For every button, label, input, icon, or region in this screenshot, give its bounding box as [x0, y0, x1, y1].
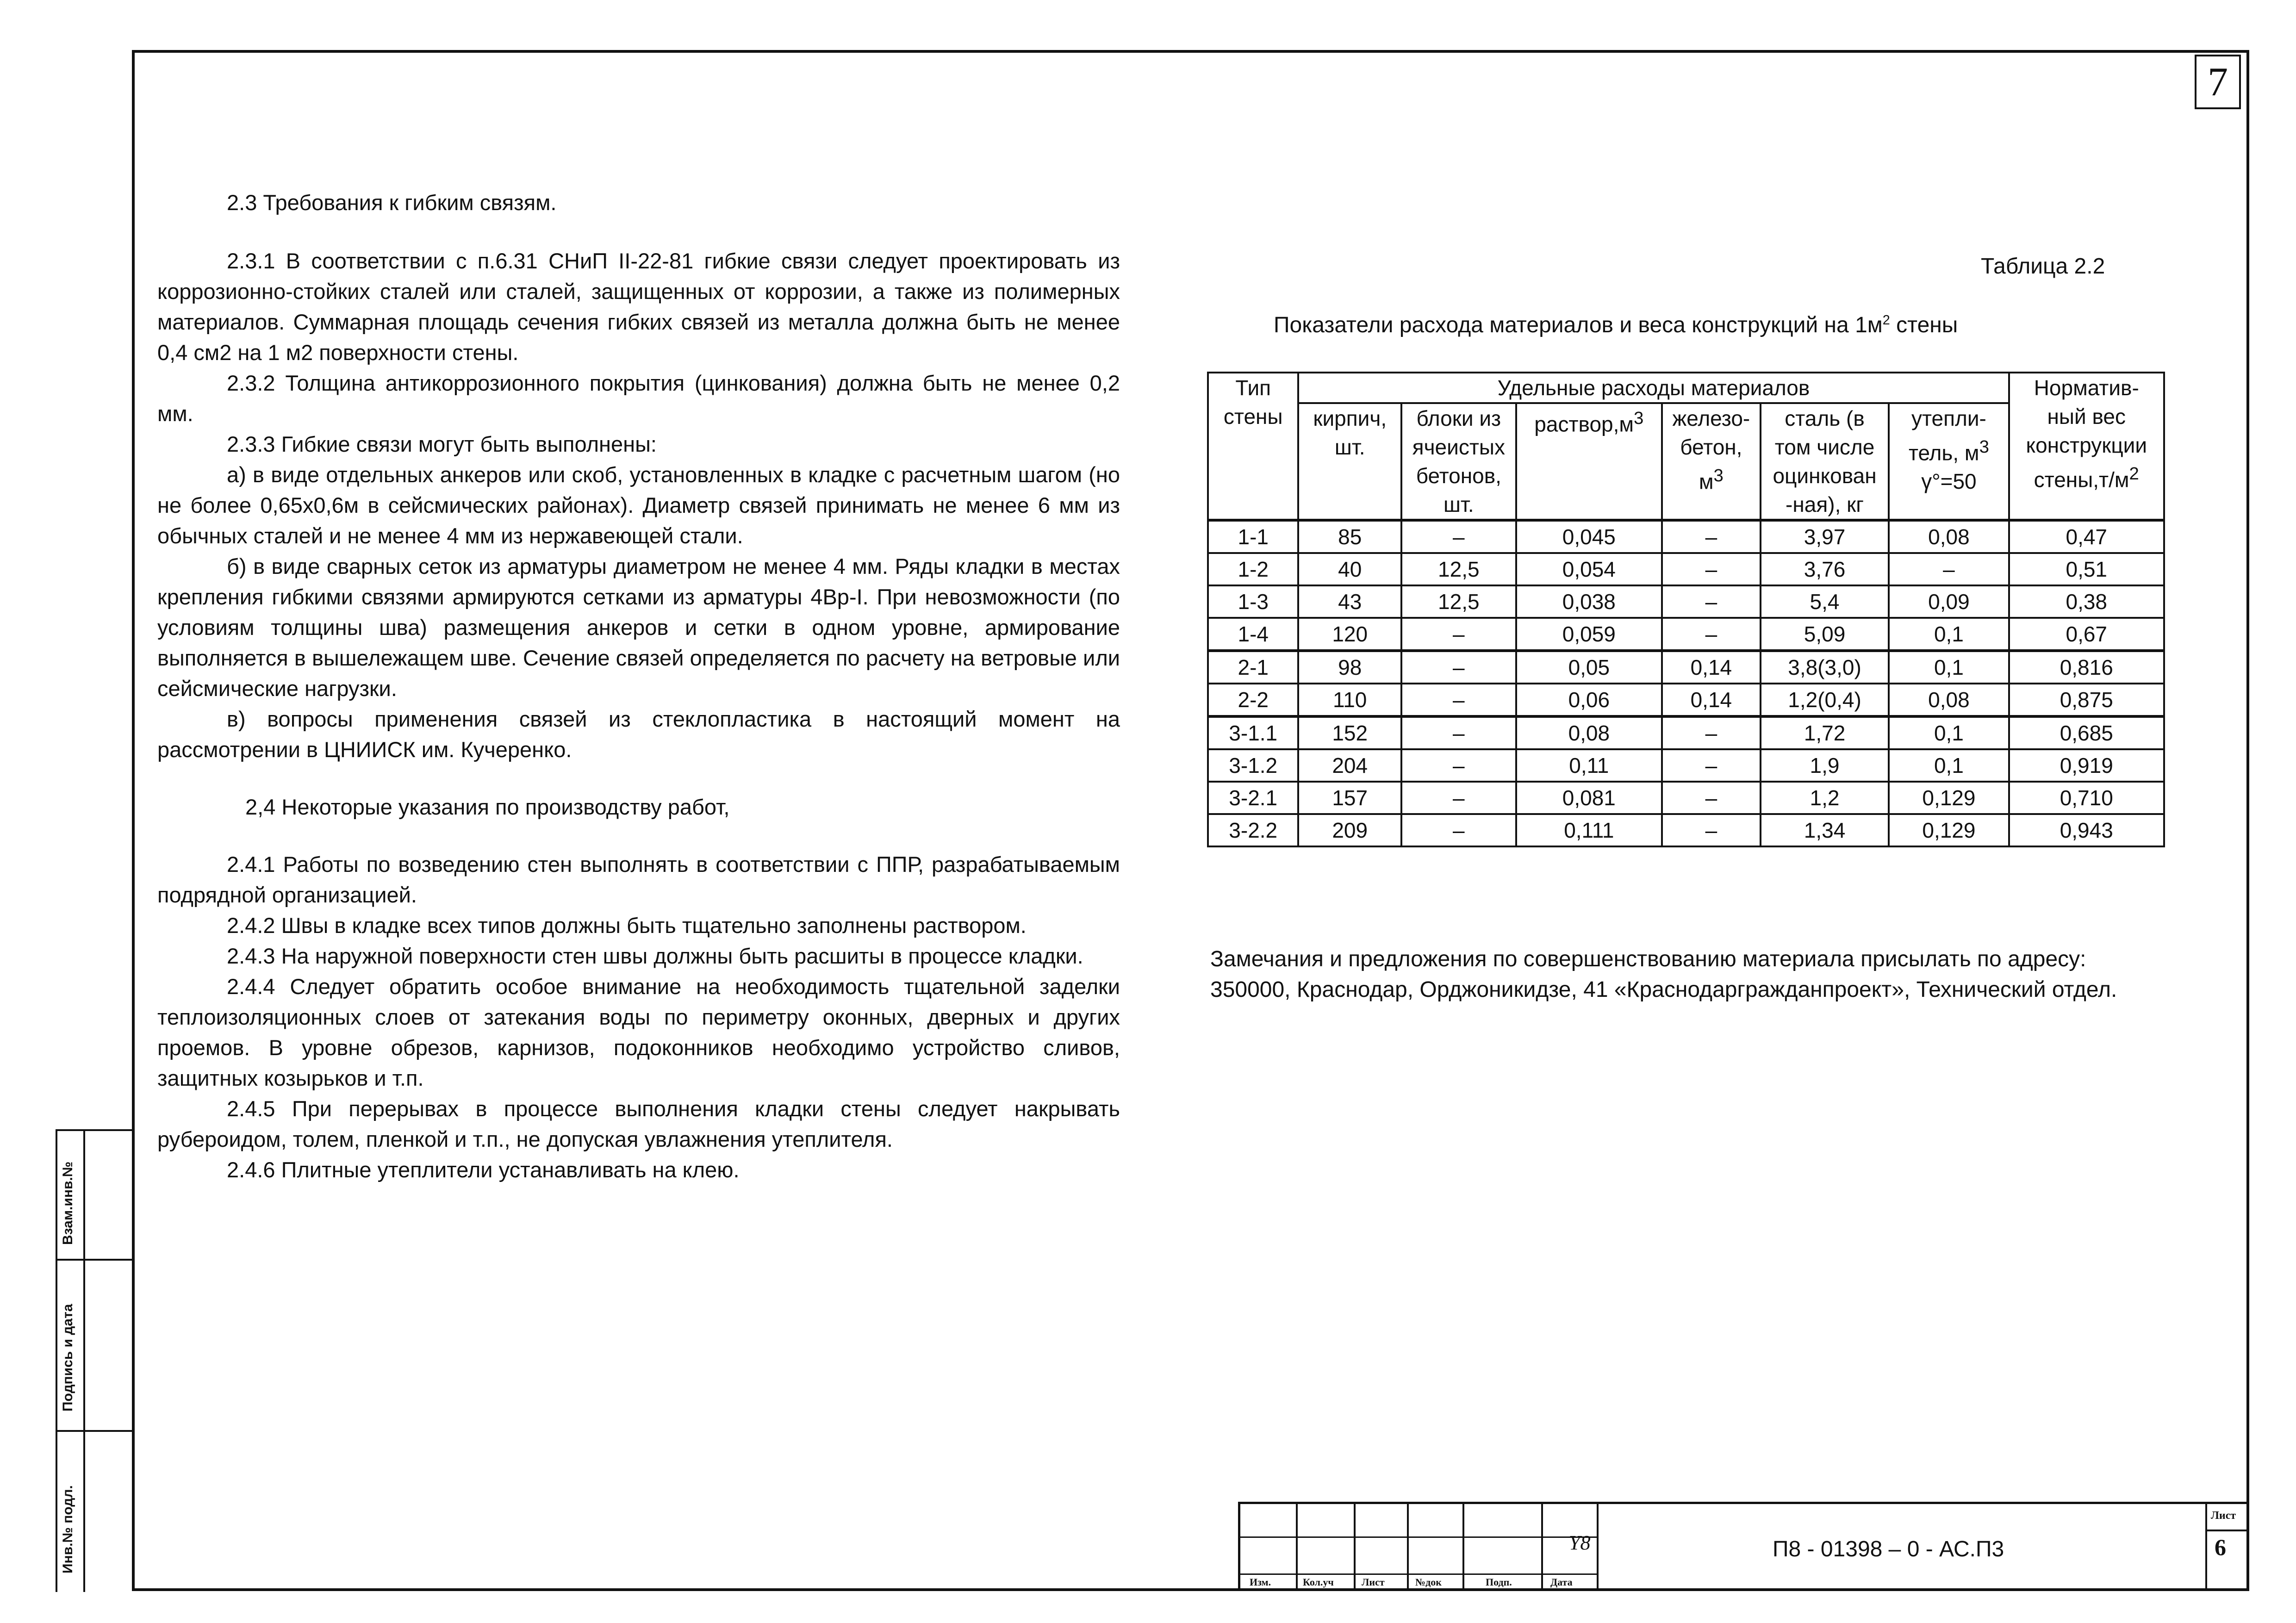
paragraph-2-4-2: 2.4.2 Швы в кладке всех типов должны быть тщательно заполнены раствором.	[227, 913, 1027, 938]
cell-weight: 0,51	[2009, 553, 2164, 585]
stamp-signature-date: Подпись и дата	[60, 1304, 75, 1412]
tb-label-kol: Кол.уч	[1303, 1576, 1334, 1588]
cell-mortar: 0,05	[1516, 651, 1662, 684]
cell-brick: 110	[1298, 684, 1401, 716]
tb-label-izm: Изм.	[1250, 1576, 1271, 1588]
cell-weight: 0,47	[2009, 520, 2164, 553]
cell-brick: 204	[1298, 749, 1401, 782]
header-blocks: блоки из ячеистых бетонов, шт.	[1401, 403, 1516, 520]
cell-weight: 0,816	[2009, 651, 2164, 684]
stamp-inv-original: Инв.№ подл.	[60, 1485, 75, 1573]
cell-steel: 1,72	[1761, 716, 1889, 749]
materials-table	[1207, 372, 2165, 847]
cell-mortar: 0,06	[1516, 684, 1662, 716]
cell-insulation: 0,129	[1889, 782, 2009, 814]
cell-type: 3-1.2	[1208, 749, 1298, 782]
cell-steel: 3,8(3,0)	[1761, 651, 1889, 684]
header-steel: сталь (в том числе оцинкован -ная), кг	[1761, 403, 1889, 520]
paragraph-2-4-3: 2.4.3 На наружной поверхности стен швы должны быть расшиты в процессе кладки.	[227, 944, 1083, 968]
section-2-4-heading: 2,4 Некоторые указания по производству работ,	[245, 795, 730, 819]
cell-concrete: –	[1662, 782, 1761, 814]
header-brick: кирпич, шт.	[1298, 403, 1401, 520]
table-caption: Таблица 2.2	[1981, 254, 2105, 279]
tb-label-sign: Подп.	[1486, 1576, 1512, 1588]
cell-steel: 3,97	[1761, 520, 1889, 553]
cell-concrete: 0,14	[1662, 684, 1761, 716]
cell-type: 1-1	[1208, 520, 1298, 553]
header-material-group: Удельные расходы материалов	[1298, 373, 2009, 403]
cell-brick: 152	[1298, 716, 1401, 749]
tb-label-doc: №док	[1415, 1576, 1442, 1588]
header-wall-type: Тип стены	[1208, 373, 1298, 520]
cell-type: 1-4	[1208, 618, 1298, 651]
paragraph-2-3-3-b: б) в виде сварных сеток из арматуры диаметром не менее 4 мм. Ряды кладки в местах крепления гибкими связями армируются сетками из арматуры 4Вр-I. При невозможности (по условиям толщины шва) размещения анкеров и сетки в одном уровне, армирование выполняется в вышележащем шве. Сечение связей определяется по расчету на ветровые или сейсмические нагрузки.	[157, 554, 1120, 701]
cell-type: 3-2.1	[1208, 782, 1298, 814]
paragraph-2-4-4: 2.4.4 Следует обратить особое внимание на необходимость тщательной заделки теплоизоляционных слоев от затекания воды по периметру оконных, дверных и других проемов. В уровне обрезов, карнизов, подоконников необходимо устройство сливов, защитных козырьков и т.п.	[157, 974, 1120, 1090]
cell-brick: 85	[1298, 520, 1401, 553]
cell-steel: 1,9	[1761, 749, 1889, 782]
table-row	[1208, 749, 2164, 782]
header-norm-weight: Норматив- ный вес конструкции $стены,т/м^2$	[2009, 373, 2164, 520]
tb-sheet-number: 6	[2215, 1534, 2226, 1560]
cell-blocks: –	[1401, 716, 1516, 749]
cell-mortar: 0,08	[1516, 716, 1662, 749]
cell-type: 1-2	[1208, 553, 1298, 585]
cell-blocks: –	[1401, 651, 1516, 684]
cell-steel: 3,76	[1761, 553, 1889, 585]
cell-weight: 0,943	[2009, 814, 2164, 846]
cell-insulation: –	[1889, 553, 2009, 585]
cell-weight: 0,38	[2009, 585, 2164, 618]
header-insulation: утепли- тель, $м^3$ γ°=50	[1889, 403, 2009, 520]
cell-concrete: –	[1662, 716, 1761, 749]
cell-blocks: 12,5	[1401, 585, 1516, 618]
cell-mortar: 0,081	[1516, 782, 1662, 814]
paragraph-2-3-3: 2.3.3 Гибкие связи могут быть выполнены:	[227, 432, 657, 456]
sheet-number: 7	[2195, 55, 2241, 109]
table-row	[1208, 618, 2164, 651]
cell-weight: 0,67	[2009, 618, 2164, 651]
table-title: Показатели расхода материалов и веса конструкций на $1м^2$ стены	[1274, 313, 1958, 337]
title-block	[1238, 1502, 2249, 1591]
table-row	[1208, 651, 2164, 684]
cell-steel: 1,2	[1761, 782, 1889, 814]
cell-mortar: 0,038	[1516, 585, 1662, 618]
tb-signature-mark: Y8	[1569, 1531, 1591, 1554]
cell-mortar: 0,054	[1516, 553, 1662, 585]
cell-brick: 98	[1298, 651, 1401, 684]
cell-mortar: 0,059	[1516, 618, 1662, 651]
document-code: П8 - 01398 – 0 - АС.П3	[1773, 1537, 2004, 1561]
cell-concrete: –	[1662, 749, 1761, 782]
cell-blocks: –	[1401, 520, 1516, 553]
cell-blocks: –	[1401, 684, 1516, 716]
tb-label-date: Дата	[1550, 1576, 1573, 1588]
cell-steel: 5,4	[1761, 585, 1889, 618]
cell-blocks: –	[1401, 749, 1516, 782]
cell-concrete: 0,14	[1662, 651, 1761, 684]
tb-sheet-label: Лист	[2211, 1510, 2236, 1522]
cell-mortar: 0,11	[1516, 749, 1662, 782]
cell-brick: 43	[1298, 585, 1401, 618]
cell-mortar: 0,045	[1516, 520, 1662, 553]
table-row	[1208, 520, 2164, 553]
cell-insulation: 0,1	[1889, 716, 2009, 749]
cell-type: 1-3	[1208, 585, 1298, 618]
cell-concrete: –	[1662, 618, 1761, 651]
cell-type: 3-2.2	[1208, 814, 1298, 846]
table-row	[1208, 716, 2164, 749]
side-stamp	[46, 1129, 134, 1592]
stamp-replace-inv: Взам.инв.№	[60, 1161, 75, 1245]
cell-insulation: 0,08	[1889, 684, 2009, 716]
cell-brick: 209	[1298, 814, 1401, 846]
cell-weight: 0,685	[2009, 716, 2164, 749]
paragraph-2-4-5: 2.4.5 При перерывах в процессе выполнения кладки стены следует накрывать рубероидом, толем, пленкой и т.п., не допуская увлажнения утеплителя.	[157, 1096, 1120, 1151]
header-concrete: железо- бетон, $м^3$	[1662, 403, 1761, 520]
cell-steel: 5,09	[1761, 618, 1889, 651]
cell-concrete: –	[1662, 585, 1761, 618]
cell-brick: 157	[1298, 782, 1401, 814]
cell-weight: 0,710	[2009, 782, 2164, 814]
cell-brick: 40	[1298, 553, 1401, 585]
cell-steel: 1,34	[1761, 814, 1889, 846]
cell-blocks: –	[1401, 814, 1516, 846]
cell-steel: 1,2(0,4)	[1761, 684, 1889, 716]
table-row	[1208, 553, 2164, 585]
table-row	[1208, 782, 2164, 814]
requirements-text	[157, 187, 1120, 1185]
paragraph-2-3-3-a: а) в виде отдельных анкеров или скоб, установленных в кладке с расчетным шагом (но не более 0,65х0,6м в сейсмических районах). Диаметр связей принимать не менее 6 мм из обычных сталей и не менее 4 мм из нержавеющей стали.	[157, 462, 1120, 548]
remarks-note: Замечания и предложения по совершенствованию материала присылать по адресу: 350000, Краснодар, Орджоникидзе, 41 «Краснодаргражданпроект», Технический отдел.	[1210, 947, 2117, 1002]
cell-concrete: –	[1662, 553, 1761, 585]
table-header-row-1	[1208, 373, 2164, 403]
cell-weight: 0,875	[2009, 684, 2164, 716]
cell-blocks: –	[1401, 782, 1516, 814]
cell-insulation: 0,1	[1889, 618, 2009, 651]
section-2-3-heading: 2.3 Требования к гибким связям.	[227, 190, 557, 215]
paragraph-2-4-1: 2.4.1 Работы по возведению стен выполнять в соответствии с ППР, разрабатываемым подрядной организацией.	[157, 852, 1120, 907]
cell-insulation: 0,08	[1889, 520, 2009, 553]
header-mortar: $раствор,м^3$	[1516, 403, 1662, 520]
cell-blocks: 12,5	[1401, 553, 1516, 585]
cell-mortar: 0,111	[1516, 814, 1662, 846]
cell-insulation: 0,1	[1889, 749, 2009, 782]
cell-brick: 120	[1298, 618, 1401, 651]
tb-label-list: Лист	[1362, 1576, 1385, 1588]
cell-blocks: –	[1401, 618, 1516, 651]
cell-type: 2-1	[1208, 651, 1298, 684]
cell-insulation: 0,09	[1889, 585, 2009, 618]
paragraph-2-3-3-c: в) вопросы применения связей из стеклопластика в настоящий момент на рассмотрении в ЦНИИСК им. Кучеренко.	[157, 707, 1120, 762]
table-row	[1208, 684, 2164, 716]
table-row	[1208, 814, 2164, 846]
paragraph-2-4-6: 2.4.6 Плитные утеплители устанавливать на клею.	[227, 1157, 740, 1182]
paragraph-2-3-2: 2.3.2 Толщина антикоррозионного покрытия (цинкования) должна быть не менее 0,2 мм.	[157, 371, 1120, 426]
paragraph-2-3-1: 2.3.1 В соответствии с п.6.31 СНиП II-22-81 гибкие связи следует проектировать из коррозионно-стойких сталей или сталей, защищенных от коррозии, а также из полимерных материалов. Суммарная площадь сечения гибких связей из металла должна быть не менее 0,4 см2 на 1 м2 поверхности стены.	[157, 249, 1120, 365]
cell-concrete: –	[1662, 520, 1761, 553]
table-row	[1208, 585, 2164, 618]
cell-concrete: –	[1662, 814, 1761, 846]
cell-type: 2-2	[1208, 684, 1298, 716]
cell-type: 3-1.1	[1208, 716, 1298, 749]
cell-insulation: 0,129	[1889, 814, 2009, 846]
cell-weight: 0,919	[2009, 749, 2164, 782]
cell-insulation: 0,1	[1889, 651, 2009, 684]
